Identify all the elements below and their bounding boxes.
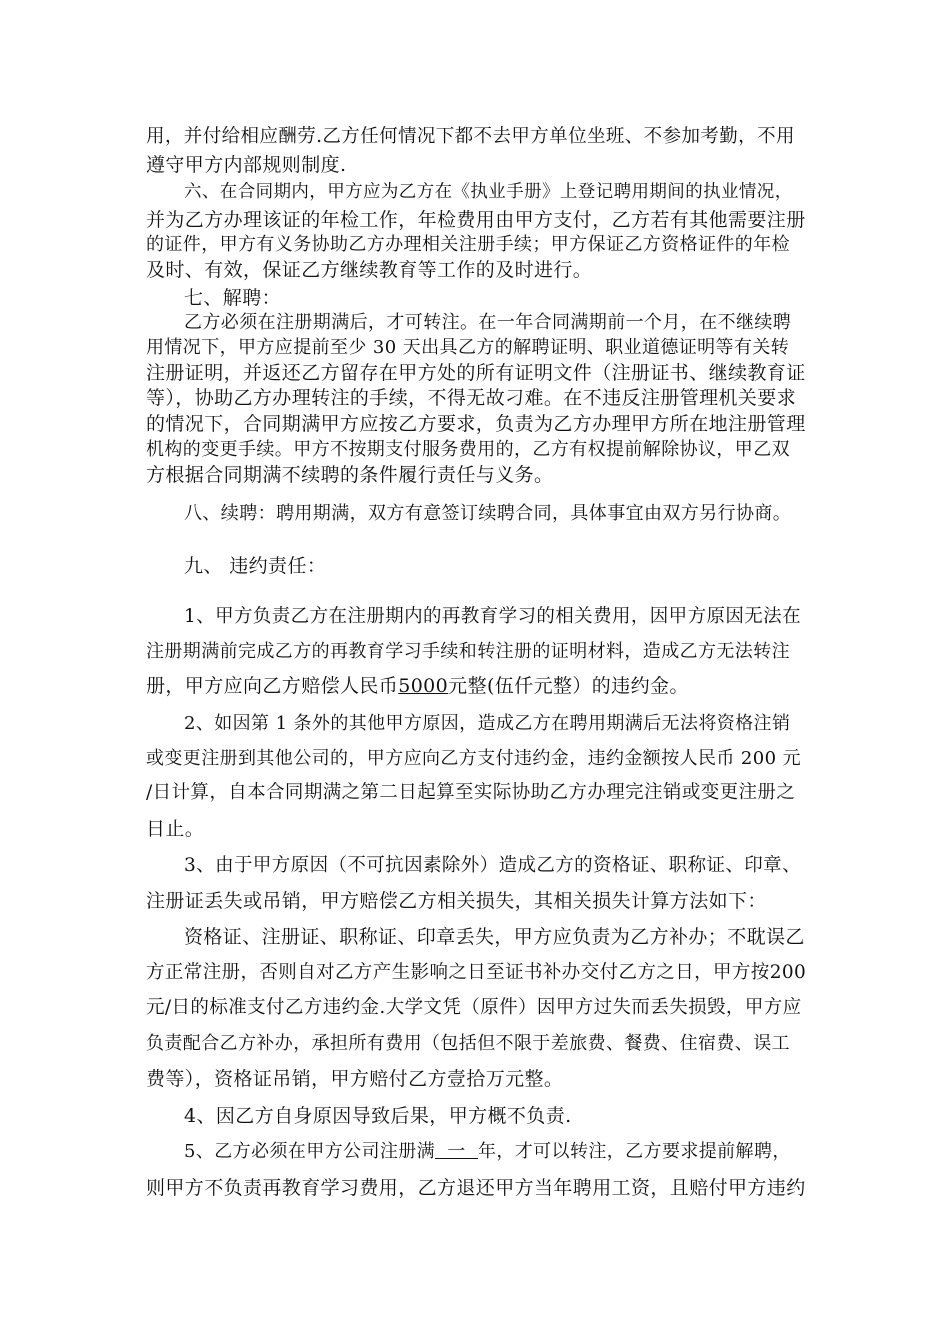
text-line: 方根据合同期满不续聘的条件履行责任与义务。 xyxy=(146,464,554,486)
text-line: 的证件，甲方有义务协助乙方办理相关注册手续；甲方保证乙方资格证件的年检 xyxy=(146,234,790,255)
text-line: 则甲方不负责再教育学习费用，乙方退还甲方当年聘用工资，且赔付甲方违约 xyxy=(146,1177,806,1199)
text-line: 用情况下，甲方应提前至少 30 天出具乙方的解聘证明、职业道德证明等有关转 xyxy=(146,337,790,358)
text-line: 注册证丢失或吊销，甲方赔偿乙方相关损失，其相关损失计算方法如下： xyxy=(146,890,767,912)
text-line: 方正常注册，否则自对乙方产生影响之日至证书补办交付乙方之日，甲方按200 xyxy=(146,962,807,983)
text-line: 注册期满前完成乙方的再教育学习手续和转注册的证明材料，造成乙方无法转注 xyxy=(146,641,790,662)
text-line: 及时、有效，保证乙方继续教育等工作的及时进行。 xyxy=(146,259,593,281)
text-segment: 元整(伍仟元整）的违约金。 xyxy=(448,675,689,697)
text-line: 日止。 xyxy=(146,818,205,840)
years-underlined: 一 xyxy=(435,1141,478,1162)
text-line: 的情况下，合同期满甲方应按乙方要求，负责为乙方办理甲方所在地注册管理 xyxy=(146,413,806,435)
text-line xyxy=(146,671,689,698)
text-line: 元/日的标准支付乙方违约金.大学文凭（原件）因甲方过失而丢失损毁，甲方应 xyxy=(146,997,802,1018)
text-line: 机构的变更手续。甲方不按期支付服务费用的，乙方有权提前解除协议，甲乙双 xyxy=(146,439,790,460)
text-line: 资格证、注册证、职称证、印章丢失，甲方应负责为乙方补办；不耽误乙 xyxy=(184,926,805,948)
text-line: 注册证明，并返还乙方留存在甲方处的所有证明文件（注册证书、继续教育证 xyxy=(146,362,806,384)
text-line: 负责配合乙方补办，承担所有费用（包括但不限于差旅费、餐费、住宿费、误工 xyxy=(146,1033,790,1054)
text-line: 或变更注册到其他公司的，甲方应向乙方支付违约金，违约金额按人民币 200 元 xyxy=(146,748,801,769)
text-segment: 5、乙方必须在甲方公司注册满 xyxy=(184,1141,436,1162)
text-line: 等），协助乙方办理转注的手续，不得无故刁难。在不违反注册管理机关要求 xyxy=(146,387,797,409)
text-line: 并为乙方办理该证的年检工作，年检费用由甲方支付，乙方若有其他需要注册 xyxy=(146,209,806,231)
amount-underlined: 5000 xyxy=(398,675,449,697)
text-line: /日计算，自本合同期满之第二日起算至实际协助乙方办理完注销或变更注册之 xyxy=(146,782,796,803)
text-line: 3、由于甲方原因（不可抗因素除外）造成乙方的资格证、职称证、印章、 xyxy=(184,855,801,876)
text-segment: 年，才可以转注，乙方要求提前解聘， xyxy=(477,1141,791,1162)
text-line: 乙方必须在注册期满后，才可转注。在一年合同满期前一个月，在不继续聘 xyxy=(184,312,792,333)
text-line: 遵守甲方内部规则制度. xyxy=(146,154,347,176)
text-line: 用，并付给相应酬劳.乙方任何情况下都不去甲方单位坐班、不参加考勤，不用 xyxy=(146,126,795,147)
text-line xyxy=(184,1137,791,1163)
text-line: 2、如因第 1 条外的其他甲方原因，造成乙方在聘用期满后无法将资格注销 xyxy=(184,713,791,734)
text-line: 4、因乙方自身原因导致后果，甲方概不负责. xyxy=(184,1105,572,1127)
clause-9-heading: 九、 违约责任： xyxy=(184,555,327,577)
clause-8: 八、续聘：聘用期满，双方有意签订续聘合同，具体事宜由双方另行协商。 xyxy=(184,503,792,524)
text-segment: 册，甲方应向乙方赔偿人民币 xyxy=(146,675,399,697)
clause-6-heading: 六、在合同期内，甲方应为乙方在《执业手册》上登记聘用期间的执业情况， xyxy=(184,182,793,202)
text-line: 费等），资格证吊销，甲方赔付乙方壹拾万元整。 xyxy=(146,1068,564,1090)
clause-7-heading: 七、解聘： xyxy=(184,287,282,309)
text-line: 1、甲方负责乙方在注册期内的再教育学习的相关费用，因甲方原因无法在 xyxy=(184,606,801,627)
